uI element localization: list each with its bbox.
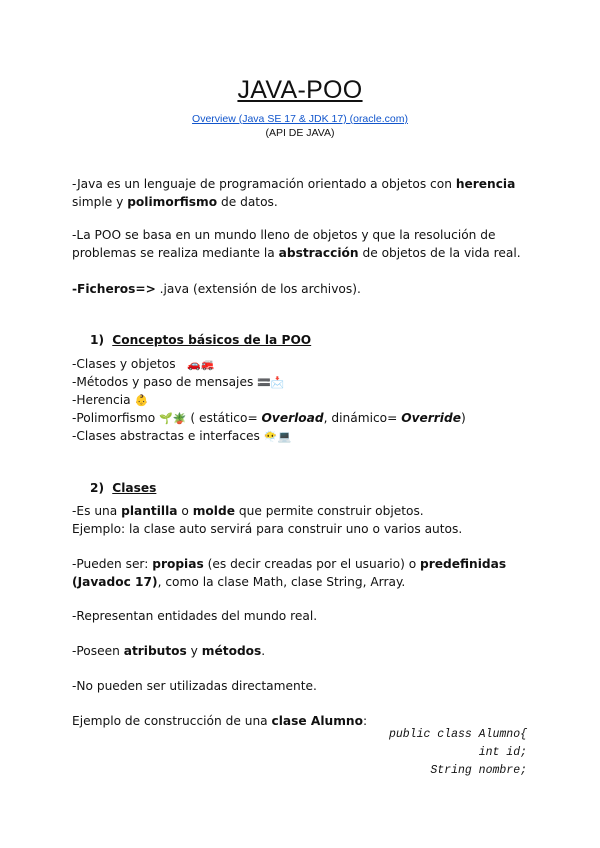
- api-caption: (API DE JAVA): [265, 127, 335, 139]
- baby-icon: 👶: [134, 394, 149, 407]
- clases-paragraph-6: Ejemplo de construcción de una clase Alumno:: [72, 714, 368, 728]
- list-item-clases-objetos: -Clases y objetos 🚗🚒: [72, 357, 215, 371]
- code-line-2: int id;: [478, 746, 527, 759]
- intro-paragraph-1: -Java es un lenguaje de programación orientado a objetos con herencia simple y polimorfismo de datos.: [72, 177, 516, 209]
- clases-paragraph-5: -No pueden ser utilizadas directamente.: [72, 679, 317, 693]
- plant-icon: 🌱🪴: [159, 412, 187, 425]
- code-line-3: String nombre;: [430, 764, 527, 777]
- list-item-herencia: -Herencia 👶: [72, 393, 149, 407]
- page-title: JAVA-POO: [237, 76, 363, 104]
- clases-paragraph-1: -Es una plantilla o molde que permite construir objetos.: [72, 504, 424, 518]
- list-item-metodos: -Métodos y paso de mensajes 🟰📩: [72, 375, 285, 389]
- list-item-polimorfismo: -Polimorfismo 🌱🪴 ( estático= Overload, dinámico= Override): [72, 411, 466, 425]
- car-icon: 🚗🚒: [187, 358, 215, 371]
- laptop-icon: 😶‍🌫️💻: [263, 430, 292, 443]
- clases-paragraph-3: -Representan entidades del mundo real.: [72, 609, 318, 623]
- message-icon: 🟰📩: [257, 376, 285, 389]
- clases-paragraph-4: -Poseen atributos y métodos.: [72, 644, 266, 658]
- section-heading-conceptos: 1) Conceptos básicos de la POO: [90, 333, 312, 347]
- intro-paragraph-3: -Ficheros=> .java (extensión de los archivos).: [72, 282, 361, 296]
- list-item-abstractas: -Clases abstractas e interfaces 😶‍🌫️💻: [72, 429, 292, 443]
- code-line-1: public class Alumno{: [388, 728, 527, 741]
- java-api-link[interactable]: Overview (Java SE 17 & JDK 17) (oracle.com): [192, 113, 408, 125]
- clases-paragraph-1-example: Ejemplo: la clase auto servirá para construir uno o varios autos.: [72, 522, 463, 536]
- section-heading-clases: 2) Clases: [90, 481, 157, 495]
- clases-paragraph-2: -Pueden ser: propias (es decir creadas por el usuario) o predefinidas (Javadoc 17), como la clase Math, clase String, Array.: [72, 557, 507, 589]
- intro-paragraph-2: -La POO se basa en un mundo lleno de objetos y que la resolución de problemas se realiza mediante la abstracción de objetos de la vida real.: [72, 228, 521, 260]
